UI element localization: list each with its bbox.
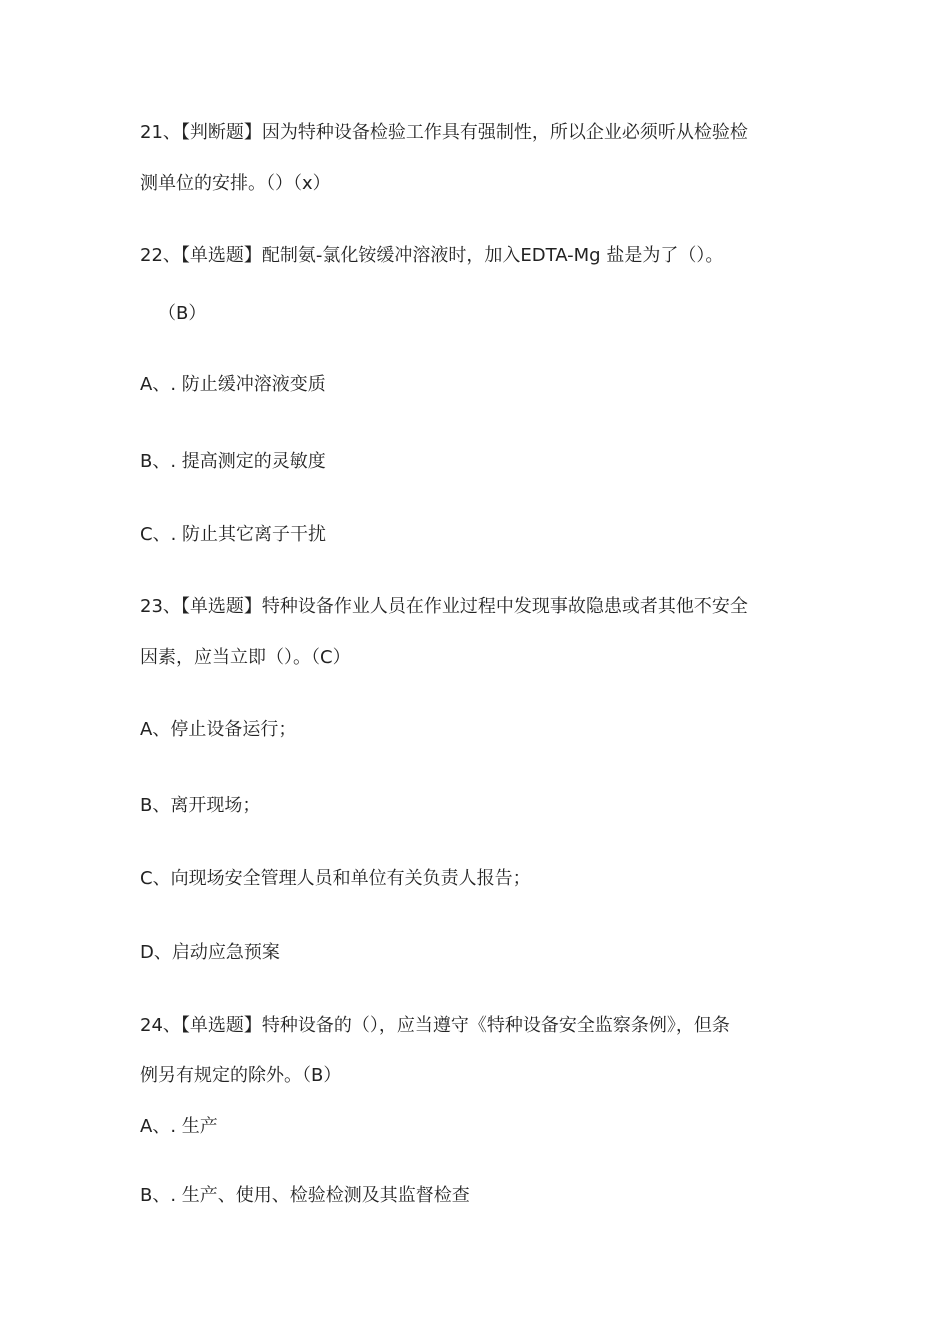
question-22-option-b: B、. 提高测定的灵敏度 <box>140 451 326 472</box>
question-22-answer: （B） <box>158 303 207 324</box>
question-22-option-a: A、. 防止缓冲溶液变质 <box>140 374 326 395</box>
question-23-line-1: 23、【单选题】特种设备作业人员在作业过程中发现事故隐患或者其他不安全 <box>140 596 748 617</box>
question-24-line-1: 24、【单选题】特种设备的（），应当遵守《特种设备安全监察条例》，但条 <box>140 1015 730 1036</box>
question-22-line-1: 22、【单选题】配制氨-氯化铵缓冲溶液时，加入EDTA-Mg 盐是为了（）。 <box>140 245 724 266</box>
question-23-line-2: 因素，应当立即（）。（C） <box>140 647 351 668</box>
question-23-option-b: B、离开现场； <box>140 795 261 816</box>
question-22-option-c: C、. 防止其它离子干扰 <box>140 524 327 545</box>
question-23-option-c: C、向现场安全管理人员和单位有关负责人报告； <box>140 868 531 889</box>
question-23-option-a: A、停止设备运行； <box>140 719 297 740</box>
question-23-option-d: D、启动应急预案 <box>140 942 280 963</box>
question-21-line-2: 测单位的安排。（）（x） <box>140 173 331 194</box>
question-24-option-a: A、. 生产 <box>140 1116 218 1137</box>
question-24-option-b: B、. 生产、使用、检验检测及其监督检查 <box>140 1185 470 1206</box>
question-24-line-2: 例另有规定的除外。（B） <box>140 1065 342 1086</box>
question-21-line-1: 21、【判断题】因为特种设备检验工作具有强制性，所以企业必须听从检验检 <box>140 122 748 143</box>
